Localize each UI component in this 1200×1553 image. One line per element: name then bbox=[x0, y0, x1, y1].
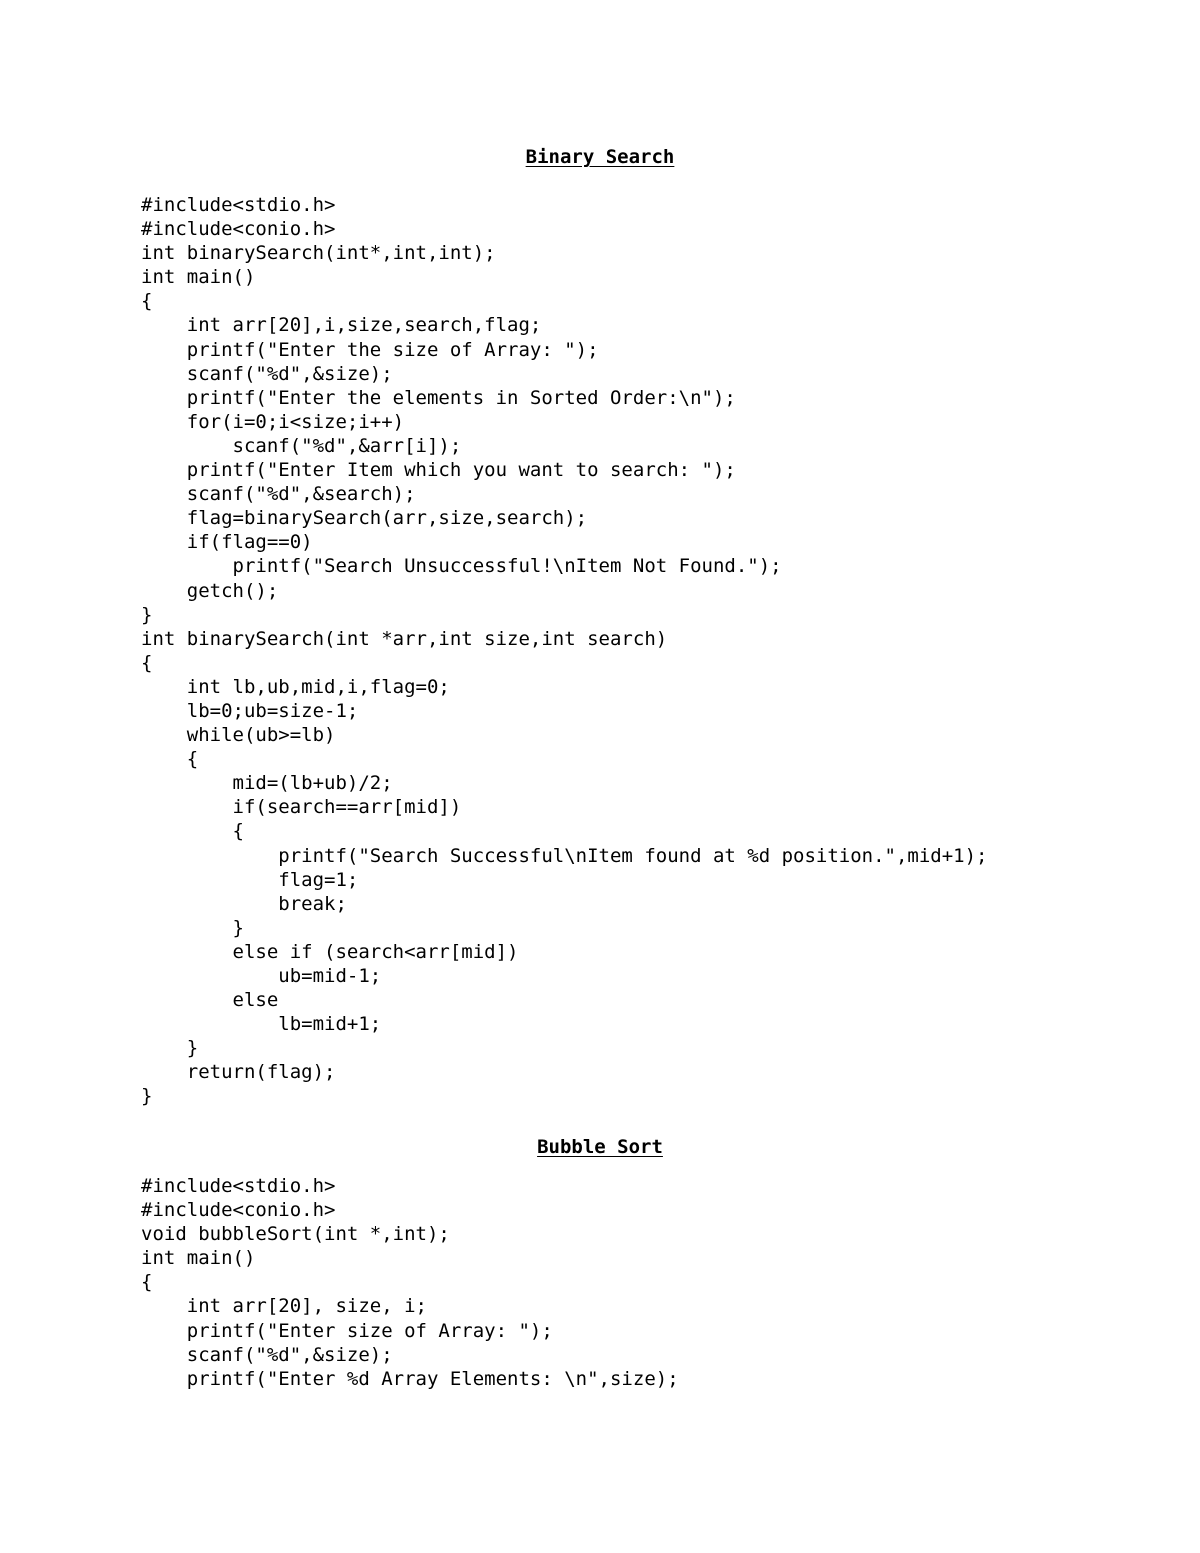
code-line: printf("Enter %d Array Elements: \n",size); bbox=[141, 1367, 679, 1390]
code-line: scanf("%d",&search); bbox=[141, 483, 416, 506]
code-line: printf("Enter size of Array: "); bbox=[141, 1319, 553, 1342]
code-line: printf("Search Unsuccessful!\nItem Not Found."); bbox=[141, 555, 782, 578]
code-line: getch(); bbox=[141, 579, 279, 602]
code-line: } bbox=[141, 916, 244, 939]
code-line: #include<conio.h> bbox=[141, 218, 336, 241]
code-line: if(search==arr[mid]) bbox=[141, 796, 462, 819]
code-line: scanf("%d",&size); bbox=[141, 362, 393, 385]
code-line: printf("Enter the size of Array: "); bbox=[141, 338, 599, 361]
code-line: #include<conio.h> bbox=[141, 1199, 336, 1222]
code-line: printf("Enter the elements in Sorted Order:\n"); bbox=[141, 386, 736, 409]
code-line: #include<stdio.h> bbox=[141, 194, 336, 216]
code-line: if(flag==0) bbox=[141, 531, 313, 554]
code-line: { bbox=[141, 290, 153, 313]
code-line: { bbox=[141, 820, 244, 843]
code-line: for(i=0;i<size;i++) bbox=[141, 410, 405, 433]
code-line: break; bbox=[141, 892, 347, 915]
code-line: lb=mid+1; bbox=[141, 1013, 382, 1036]
code-block-bubble-sort bbox=[141, 1174, 679, 1391]
code-line: int binarySearch(int *arr,int size,int search) bbox=[141, 627, 668, 650]
code-line: { bbox=[141, 651, 153, 674]
code-line: int main() bbox=[141, 266, 256, 289]
code-line: else if (search<arr[mid]) bbox=[141, 940, 519, 963]
code-line: mid=(lb+ub)/2; bbox=[141, 772, 393, 795]
code-line: } bbox=[141, 603, 153, 626]
section-title-bubble-sort: Bubble Sort bbox=[537, 1136, 663, 1158]
code-line: flag=binarySearch(arr,size,search); bbox=[141, 507, 588, 530]
code-line: int main() bbox=[141, 1247, 256, 1270]
code-line: while(ub>=lb) bbox=[141, 724, 336, 747]
code-line: int lb,ub,mid,i,flag=0; bbox=[141, 675, 450, 698]
code-line: { bbox=[141, 748, 199, 771]
code-line: int arr[20], size, i; bbox=[141, 1295, 427, 1318]
code-line: int binarySearch(int*,int,int); bbox=[141, 242, 496, 265]
code-line: flag=1; bbox=[141, 868, 359, 891]
code-line: } bbox=[141, 1037, 199, 1060]
section-title-binary-search: Binary Search bbox=[525, 146, 675, 168]
code-line: scanf("%d",&arr[i]); bbox=[141, 434, 462, 457]
code-line: void bubbleSort(int *,int); bbox=[141, 1223, 450, 1246]
code-line: ub=mid-1; bbox=[141, 965, 382, 987]
code-line: { bbox=[141, 1271, 153, 1294]
code-line: printf("Enter Item which you want to search: "); bbox=[141, 459, 736, 482]
code-block-binary-search bbox=[141, 193, 987, 1109]
code-line: int arr[20],i,size,search,flag; bbox=[141, 314, 542, 337]
code-line: scanf("%d",&size); bbox=[141, 1343, 393, 1366]
code-line: } bbox=[141, 1085, 153, 1108]
code-line: else bbox=[141, 989, 279, 1012]
code-line: lb=0;ub=size-1; bbox=[141, 699, 359, 722]
code-line: return(flag); bbox=[141, 1061, 336, 1084]
code-line: #include<stdio.h> bbox=[141, 1175, 336, 1197]
code-line: printf("Search Successful\nItem found at %d position.",mid+1); bbox=[141, 844, 988, 867]
